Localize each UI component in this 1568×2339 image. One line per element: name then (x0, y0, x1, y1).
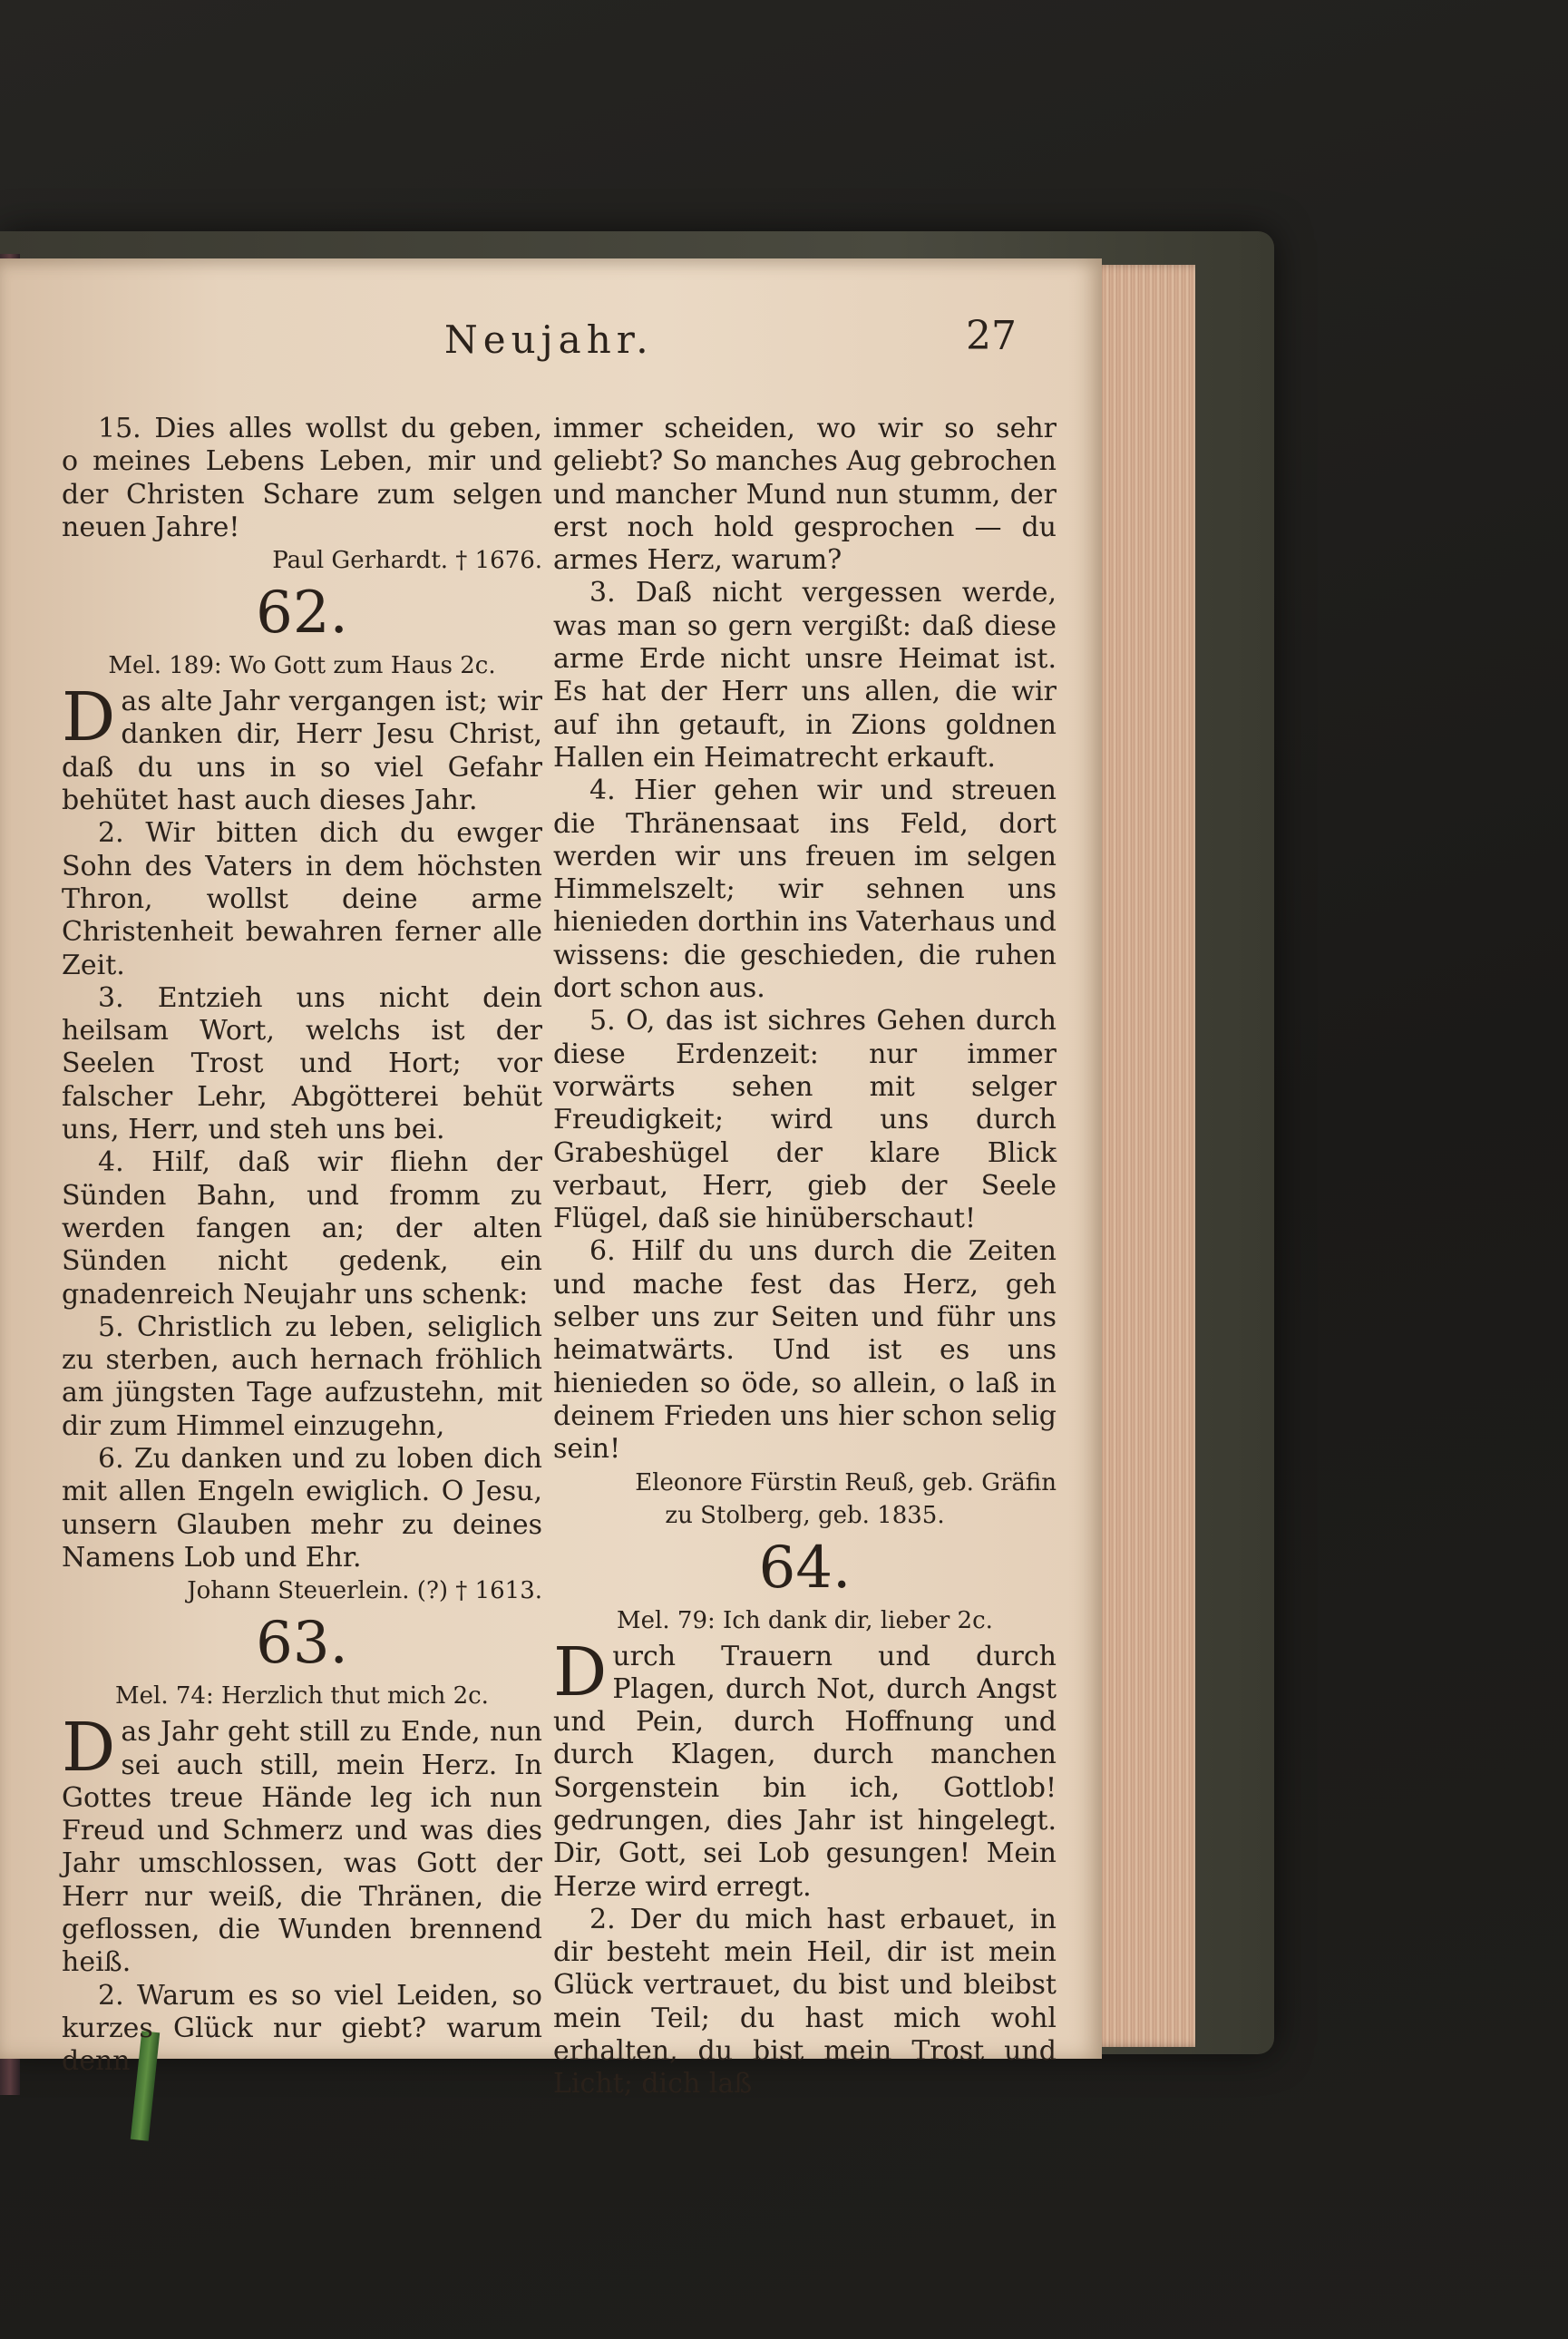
hymn-63-stanza-2-start: 2. Warum es so viel Leiden, so kurzes Glück nur giebt? warum denn (62, 1979, 542, 2078)
hymn-62-melody: Mel. 189: Wo Gott zum Haus 2c. (108, 652, 496, 680)
hymn-62-dropcap: D (62, 678, 116, 757)
hymn-63-stanza-1-text: as Jahr geht still zu Ende, nun sei auch still, mein Herz. In Gottes treue Hände leg ich nun Freud und Schmerz und was dies Jahr umschlossen, was Gott der Herr nur weiß, die Thränen, die geflossen, die Wunden brennend heiß. (62, 1716, 542, 1979)
hymn-63-stanza-5: 5. O, das ist sichres Gehen durch diese Erdenzeit: nur immer vorwärts sehen mit selger Freudigkeit; wird uns durch Grabeshügel der klare Blick verbaut, Herr, gieb der Seele Flügel, daß sie hinüberschaut! (553, 1005, 1057, 1235)
hymn-63-stanza-4: 4. Hier gehen wir und streuen die Thränensaat ins Feld, dort werden wir uns freuen im selgen Himmelszelt; wir sehnen uns hienieden dorthin ins Vaterhaus und wissens: die geschieden, die ruhen dort schon aus. (553, 775, 1057, 1005)
hymn-63-dropcap: D (62, 1709, 116, 1788)
hymn-64-number: 64. (758, 1534, 852, 1602)
running-head: Neujahr. (444, 317, 654, 362)
hymn-63-number: 63. (256, 1610, 348, 1678)
hymn-62-author: Johann Steuerlein. (?) † 1613. (187, 1577, 542, 1605)
right-column (553, 413, 1057, 2101)
hymn-62-stanza-1-text: as alte Jahr vergangen ist; wir danken dir, Herr Jesu Christ, daß du uns in so viel Gefahr behütet hast auch dieses Jahr. (62, 686, 542, 817)
hymn-62-stanza-4: 4. Hilf, daß wir fliehn der Sünden Bahn, und fromm zu werden fangen an; der alten Sünden nicht gedenk, ein gnadenreich Neujahr uns schenk: (62, 1146, 542, 1311)
hymn-64-stanza-2-start: 2. Der du mich hast erbauet, in dir besteht mein Heil, dir ist mein Glück vertrauet, du bist und bleibst mein Teil; du hast mich wohl erhalten, du bist mein Trost und Licht; dich laß (553, 1903, 1057, 2100)
hymn-64-stanza-1 (553, 1632, 1057, 1904)
hymn-62-stanza-1 (62, 678, 542, 817)
hymn-62-stanza-2: 2. Wir bitten dich du ewger Sohn des Vaters in dem höchsten Thron, wollst deine arme Christenheit bewahren ferner alle Zeit. (62, 817, 542, 981)
left-column (62, 413, 542, 2078)
hymn-63-stanza-3: 3. Daß nicht vergessen werde, was man so gern vergißt: daß diese arme Erde nicht unsre Heimat ist. Es hat der Herr uns allen, die wir auf ihn getauft, in Zions goldnen Hallen ein Heimatrecht erkauft. (553, 577, 1057, 774)
hymn-63-author-line-2: zu Stolberg, geb. 1835. (665, 1501, 945, 1529)
page-number: 27 (966, 313, 1017, 359)
hymn-64-stanza-1-text: urch Trauern und durch Plagen, durch Not, durch Angst und Pein, durch Hoffnung und durch Klagen, durch manchen Sorgenstein bin ich, Gottlob! gedrungen, dies Jahr ist hingelegt. Dir, Gott, sei Lob gesungen! Mein Herze wird erregt. (553, 1640, 1057, 1903)
hymn-62-stanza-5: 5. Christlich zu leben, seliglich zu sterben, auch hernach fröhlich am jüngsten Tage aufzustehn, mit dir zum Himmel einzugehn, (62, 1311, 542, 1442)
hymn-62-number: 62. (256, 580, 348, 648)
hymn-61-author: Paul Gerhardt. † 1676. (272, 547, 542, 575)
hymn-63-author-line-1: Eleonore Fürstin Reuß, geb. Gräfin (635, 1468, 1057, 1496)
hymn-64-melody: Mel. 79: Ich dank dir, lieber 2c. (617, 1606, 993, 1634)
hymn-63-melody: Mel. 74: Herzlich thut mich 2c. (115, 1682, 489, 1710)
hymn-61-stanza-15: 15. Dies alles wollst du geben, o meines Lebens Leben, mir und der Christen Schare zum selgen neuen Jahre! (62, 413, 542, 543)
hymn-63-stanza-1 (62, 1709, 542, 1979)
page-block-edge (1088, 265, 1195, 2047)
hymn-64-dropcap: D (553, 1632, 608, 1711)
hymn-63-stanza-6: 6. Hilf du uns durch die Zeiten und mache fest das Herz, geh selber uns zur Seiten und führ uns heimatwärts. Und ist es uns hienieden so öde, so allein, o laß in deinem Frieden uns hier schon selig sein! (553, 1235, 1057, 1466)
hymn-62-stanza-3: 3. Entzieh uns nicht dein heilsam Wort, welchs ist der Seelen Trost und Hort; vor falscher Lehr, Abgötterei behüt uns, Herr, und steh uns bei. (62, 981, 542, 1146)
hymn-63-stanza-2-end: immer scheiden, wo wir so sehr geliebt? So manches Aug gebrochen und mancher Mund nun stumm, der erst noch hold gesprochen — du armes Herz, warum? (553, 413, 1057, 577)
hymn-62-stanza-6: 6. Zu danken und zu loben dich mit allen Engeln ewiglich. O Jesu, unsern Glauben mehr zu deines Namens Lob und Ehr. (62, 1443, 542, 1574)
